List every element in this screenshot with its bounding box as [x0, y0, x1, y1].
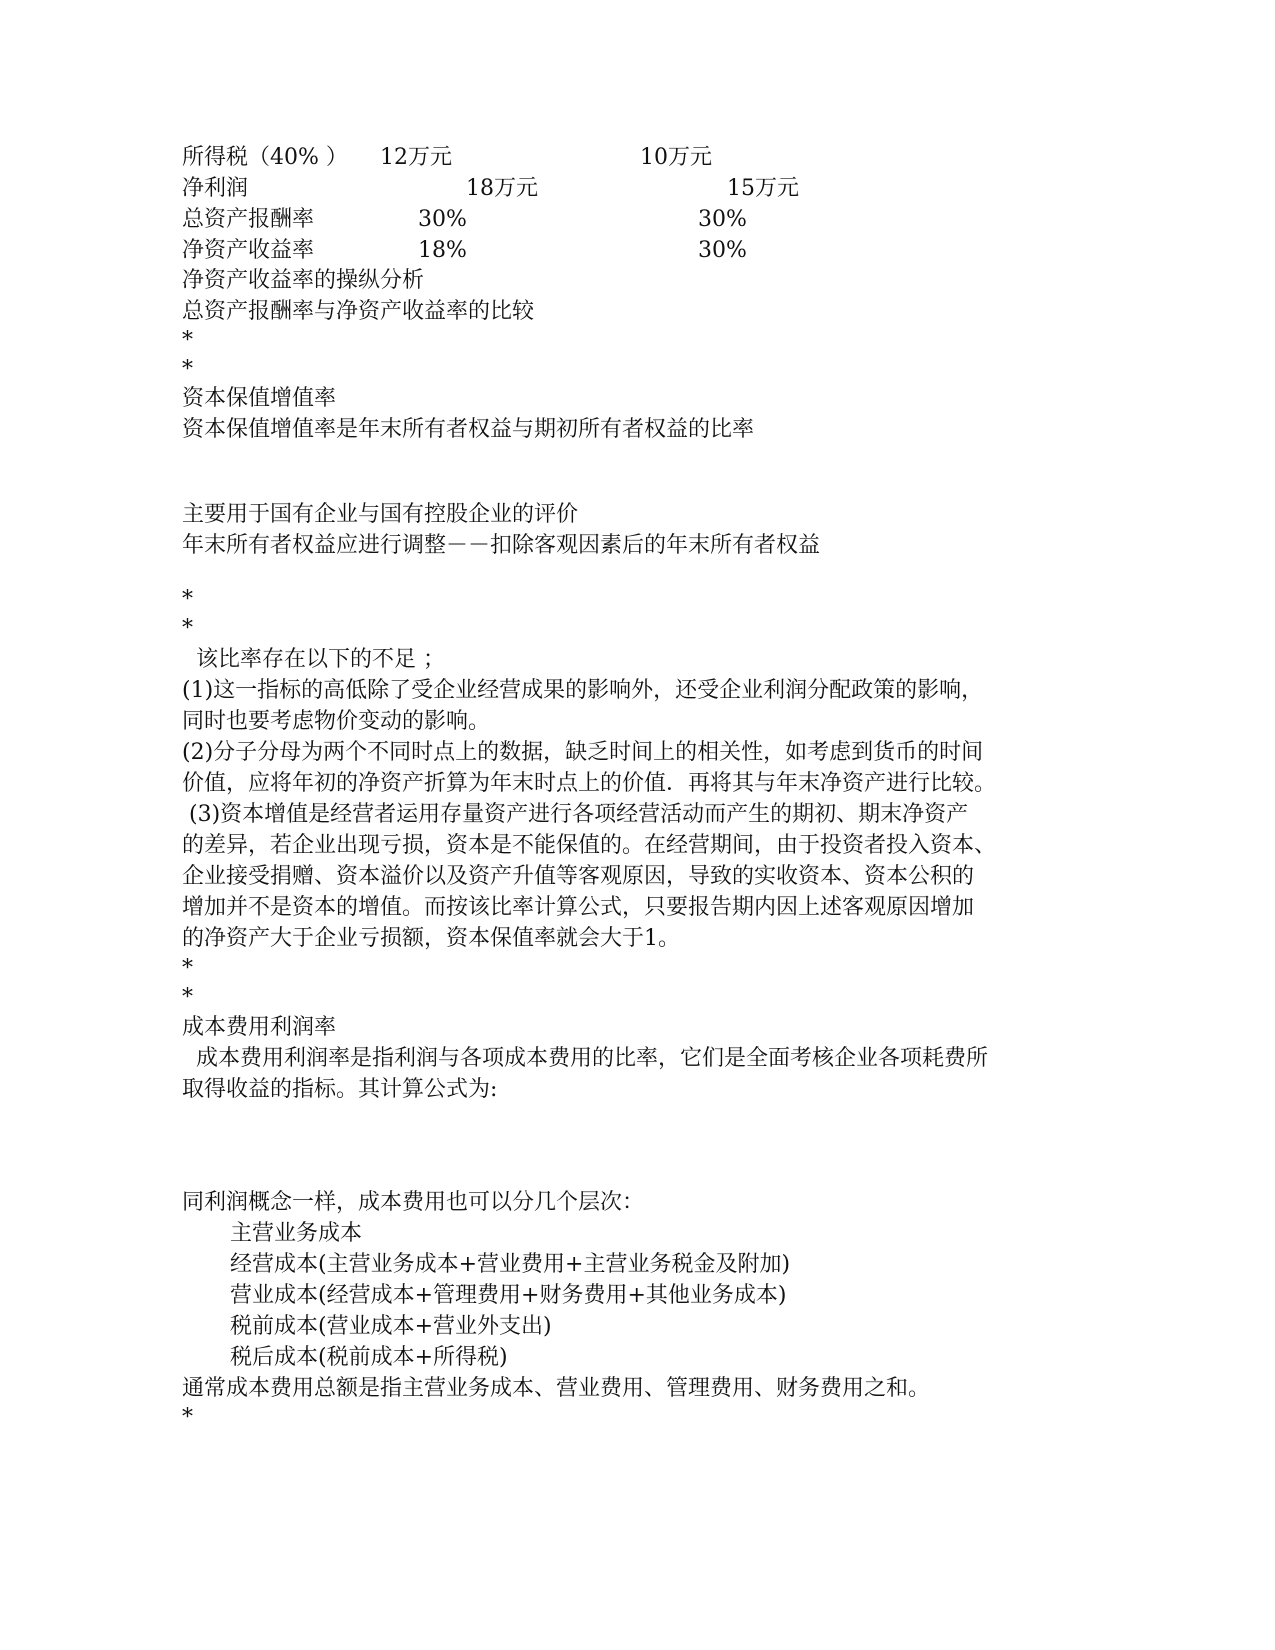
table-row-label: 净资产收益率 — [182, 238, 315, 263]
list-item: 税前成本(营业成本+营业外支出) — [230, 1314, 552, 1339]
paragraph-line: 的净资产大于企业亏损额，资本保值率就会大于1。 — [182, 926, 680, 951]
table-cell: 18万元 — [466, 176, 538, 201]
table-cell: 15万元 — [727, 176, 799, 201]
paragraph-line: 该比率存在以下的不足 ； — [182, 647, 445, 672]
section-heading: 总资产报酬率与净资产收益率的比较 — [182, 299, 535, 324]
table-row-label: 总资产报酬率 — [182, 207, 315, 232]
list-item: 主营业务成本 — [230, 1221, 363, 1246]
paragraph-line: 企业接受捐赠、资本溢价以及资产升值等客观原因，导致的实收资本、资本公积的 — [182, 864, 975, 889]
paragraph-line: (1)这一指标的高低除了受企业经营成果的影响外，还受企业利润分配政策的影响， — [182, 678, 984, 703]
bullet-star: * — [182, 328, 193, 353]
paragraph-line: (3)资本增值是经营者运用存量资产进行各项经营活动而产生的期初、期末净资产 — [182, 802, 969, 827]
paragraph-line: 主要用于国有企业与国有控股企业的评价 — [182, 502, 579, 527]
table-cell: 18% — [418, 238, 467, 263]
table-cell: 30% — [698, 207, 747, 232]
paragraph-line: 取得收益的指标。其计算公式为: — [182, 1077, 498, 1102]
paragraph-line: 成本费用利润率是指利润与各项成本费用的比率，它们是全面考核企业各项耗费所 — [182, 1046, 988, 1071]
table-row-label: 所得税（40% ） — [182, 145, 348, 170]
list-item: 经营成本(主营业务成本+营业费用+主营业务税金及附加) — [230, 1252, 791, 1277]
bullet-star: * — [182, 357, 193, 382]
section-title: 成本费用利润率 — [182, 1015, 337, 1040]
paragraph-line: 价值，应将年初的净资产折算为年末时点上的价值．再将其与年末净资产进行比较。 — [182, 771, 997, 796]
list-item: 营业成本(经营成本+管理费用+财务费用+其他业务成本) — [230, 1283, 787, 1308]
bullet-star: * — [182, 616, 193, 641]
paragraph-line: 资本保值增值率是年末所有者权益与期初所有者权益的比率 — [182, 417, 755, 442]
paragraph-line: 增加并不是资本的增值。而按该比率计算公式，只要报告期内因上述客观原因增加 — [182, 895, 975, 920]
table-cell: 12万元 — [380, 145, 452, 170]
list-item: 税后成本(税前成本+所得税) — [230, 1345, 508, 1370]
table-cell: 30% — [418, 207, 467, 232]
table-cell: 30% — [698, 238, 747, 263]
paragraph-line: 同时也要考虑物价变动的影响。 — [182, 709, 491, 734]
paragraph-line: 通常成本费用总额是指主营业务成本、营业费用、管理费用、财务费用之和。 — [182, 1376, 931, 1401]
paragraph-line: 年末所有者权益应进行调整－－扣除客观因素后的年末所有者权益 — [182, 533, 821, 558]
paragraph-line: 同利润概念一样，成本费用也可以分几个层次： — [182, 1190, 645, 1215]
section-title: 资本保值增值率 — [182, 386, 337, 411]
bullet-star: * — [182, 956, 193, 981]
bullet-star: * — [182, 1405, 193, 1430]
bullet-star: * — [182, 985, 193, 1010]
paragraph-line: 的差异，若企业出现亏损，资本是不能保值的。在经营期间，由于投资者投入资本、 — [182, 833, 997, 858]
paragraph-line: (2)分子分母为两个不同时点上的数据，缺乏时间上的相关性，如考虑到货币的时间 — [182, 740, 984, 765]
section-heading: 净资产收益率的操纵分析 — [182, 268, 425, 293]
table-cell: 10万元 — [640, 145, 712, 170]
table-row-label: 净利润 — [182, 176, 249, 201]
bullet-star: * — [182, 587, 193, 612]
